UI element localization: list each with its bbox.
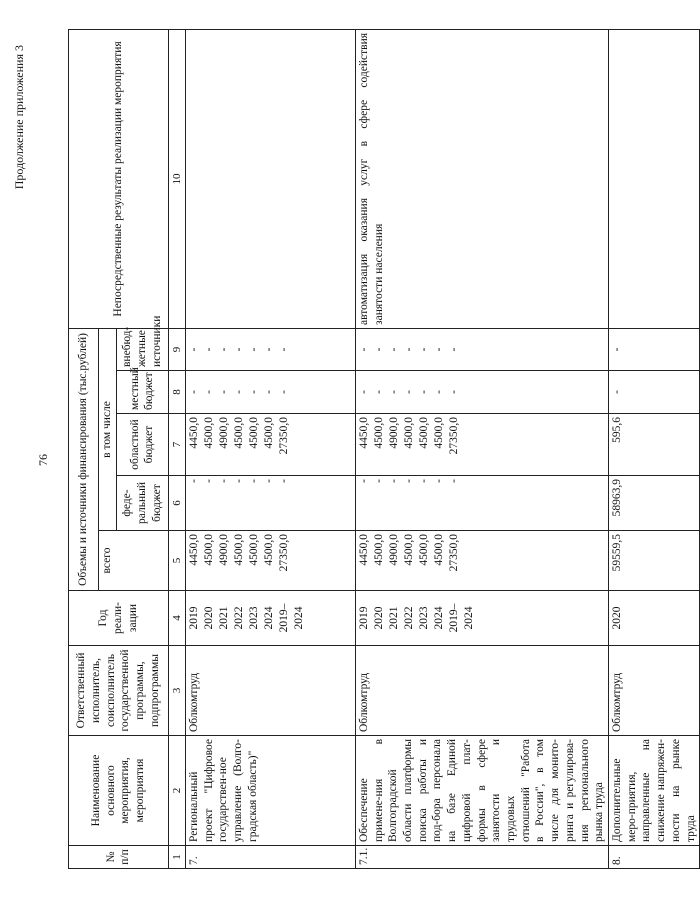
row-extrabudget-value: - <box>202 347 215 352</box>
row-federal-value: - <box>187 479 200 483</box>
row-result <box>185 29 355 328</box>
row-local-value: - <box>277 390 290 394</box>
row-regional <box>609 414 700 476</box>
row-extrabudget-value: - <box>611 347 624 352</box>
col-number: 7 <box>168 414 185 476</box>
row-federal-value: - <box>417 479 430 483</box>
header-results: Непосредственные результаты реализации мероприятия <box>69 29 169 328</box>
row-federal-value: - <box>277 479 290 483</box>
row-local-value: - <box>202 390 215 394</box>
row-federal-value: - <box>247 479 260 483</box>
header-regional: областной бюджет <box>116 414 168 476</box>
row-executor: Облкомтруд <box>355 646 608 736</box>
row-total-value: 4500,0 <box>372 534 385 566</box>
row-federal <box>609 476 700 531</box>
row-local <box>609 371 700 414</box>
row-federal-value: - <box>372 479 385 483</box>
row-federal-value: - <box>402 479 415 483</box>
row-regional-value: 4900,0 <box>217 417 230 449</box>
row-executor: Облкомтруд <box>185 646 355 736</box>
row-extrabudget <box>609 328 700 370</box>
row-number: 7.1. <box>355 846 608 869</box>
row-extrabudget-value: - <box>432 347 445 352</box>
row-total <box>609 531 700 591</box>
row-federal-value: - <box>232 479 245 483</box>
row-regional-value: 4500,0 <box>247 417 260 449</box>
row-years-value: 2021 <box>387 606 400 630</box>
col-number: 5 <box>168 531 185 591</box>
header-including: в том числе <box>99 328 117 530</box>
row-local <box>185 371 355 414</box>
row-regional <box>355 414 608 476</box>
row-name: Дополнительные меро-приятия, направленные на снижение напряжен-ности на рынке труда <box>609 736 700 846</box>
header-year: Год реали-зации <box>69 591 169 646</box>
row-federal-value: - <box>357 479 370 483</box>
header-local: местный бюджет <box>116 371 168 414</box>
row-local-value: - <box>447 390 460 394</box>
row-years <box>609 591 700 646</box>
row-executor: Облкомтруд <box>609 646 700 736</box>
row-regional-value: 4500,0 <box>232 417 245 449</box>
row-number: 7. <box>185 846 355 869</box>
row-years-value: 2020 <box>611 606 624 630</box>
row-local-value: - <box>262 390 275 394</box>
row-regional-value: 595,6 <box>611 417 624 443</box>
row-total-value: 4500,0 <box>247 534 260 566</box>
row-result: автоматизация оказания услуг в сфере содействия занятости населения <box>355 29 608 328</box>
header-num: № п/п <box>69 846 169 869</box>
col-number: 4 <box>168 591 185 646</box>
row-total-value: 27350,0 <box>447 534 460 572</box>
row-local-value: - <box>217 390 230 394</box>
row-federal-value: - <box>447 479 460 483</box>
row-local-value: - <box>417 390 430 394</box>
row-regional <box>185 414 355 476</box>
row-federal-value: 58963,9 <box>611 479 624 517</box>
row-federal-value: - <box>202 479 215 483</box>
row-name: Обеспечение примене-ния в Волгоградской области платформы поиска работы и под-бора персонала на базе Единой цифровой плат-формы в сфере занятости и трудовых отношений "Работа в России", в том числе для монито-ринга и регулирова-ния регионального рынка труда <box>355 736 608 846</box>
row-local-value: - <box>387 390 400 394</box>
header-financing: Объемы и источники финансирования (тыс.рублей) <box>69 328 99 590</box>
row-regional-value: 27350,0 <box>277 417 290 455</box>
row-regional-value: 4900,0 <box>387 417 400 449</box>
row-local-value: - <box>232 390 245 394</box>
row-federal <box>355 476 608 531</box>
header-name: Наименование основного мероприятия, мероприятия <box>69 736 169 846</box>
row-extrabudget-value: - <box>372 347 385 352</box>
row-total-value: 4900,0 <box>387 534 400 566</box>
row-total-value: 4900,0 <box>217 534 230 566</box>
header-extrabudget: внебюд-жетные источники <box>116 328 168 370</box>
row-extrabudget-value: - <box>247 347 260 352</box>
row-local-value: - <box>611 390 624 394</box>
col-number: 2 <box>168 736 185 846</box>
row-federal-value: - <box>387 479 400 483</box>
row-local-value: - <box>372 390 385 394</box>
row-years-value: 2020 <box>372 606 385 630</box>
row-extrabudget-value: - <box>277 347 290 352</box>
row-total-value: 4500,0 <box>202 534 215 566</box>
row-years-value: 2020 <box>202 606 215 630</box>
row-name: Региональный проект "Цифровое государствен-ное управление (Волго-градская область)" <box>185 736 355 846</box>
row-total-value: 4500,0 <box>262 534 275 566</box>
row-years-value: 2023 <box>247 606 260 630</box>
row-extrabudget-value: - <box>217 347 230 352</box>
row-years-value: 2024 <box>262 606 275 630</box>
row-years-value: 2022 <box>402 606 415 630</box>
col-number: 8 <box>168 371 185 414</box>
row-years-value: 2022 <box>232 606 245 630</box>
row-regional-value: 4500,0 <box>262 417 275 449</box>
col-number: 9 <box>168 328 185 370</box>
row-federal <box>185 476 355 531</box>
row-regional-value: 27350,0 <box>447 417 460 455</box>
row-years-value: 2021 <box>217 606 230 630</box>
row-local-value: - <box>187 390 200 394</box>
row-regional-value: 4500,0 <box>417 417 430 449</box>
header-total: всего <box>99 531 169 591</box>
col-number: 6 <box>168 476 185 531</box>
row-regional-value: 4450,0 <box>357 417 370 449</box>
row-years-value: 2023 <box>417 606 430 630</box>
row-federal-value: - <box>432 479 445 483</box>
row-extrabudget-value: - <box>357 347 370 352</box>
continuation-note: Продолжение приложения 3 <box>12 45 26 190</box>
row-total-value: 4500,0 <box>432 534 445 566</box>
header-executor: Ответственный исполнитель, соисполнитель государственной программы, подпрограммы <box>69 646 169 736</box>
row-extrabudget-value: - <box>187 347 200 352</box>
row-regional-value: 4450,0 <box>187 417 200 449</box>
row-extrabudget-value: - <box>402 347 415 352</box>
row-total <box>185 531 355 591</box>
col-number: 3 <box>168 646 185 736</box>
row-total-value: 4450,0 <box>187 534 200 566</box>
row-result <box>609 29 700 328</box>
row-federal-value: - <box>217 479 230 483</box>
row-extrabudget-value: - <box>447 347 460 352</box>
row-regional-value: 4500,0 <box>372 417 385 449</box>
row-total-value: 4450,0 <box>357 534 370 566</box>
page-number: 76 <box>36 454 50 466</box>
row-years <box>355 591 608 646</box>
row-years-value: 2024 <box>432 606 445 630</box>
row-total-value: 59559,5 <box>611 534 624 572</box>
row-total-value: 27350,0 <box>277 534 290 572</box>
row-local-value: - <box>247 390 260 394</box>
row-regional-value: 4500,0 <box>202 417 215 449</box>
row-extrabudget-value: - <box>262 347 275 352</box>
row-extrabudget <box>355 328 608 370</box>
row-extrabudget-value: - <box>232 347 245 352</box>
row-number: 8. <box>609 846 700 869</box>
row-local <box>355 371 608 414</box>
row-extrabudget-value: - <box>417 347 430 352</box>
col-number: 10 <box>168 29 185 328</box>
row-years-value: 2019 <box>357 606 370 630</box>
row-local-value: - <box>402 390 415 394</box>
row-extrabudget-value: - <box>387 347 400 352</box>
table-body <box>185 29 700 868</box>
row-total <box>355 531 608 591</box>
row-local-value: - <box>357 390 370 394</box>
row-local-value: - <box>432 390 445 394</box>
row-total-value: 4500,0 <box>402 534 415 566</box>
col-number: 1 <box>168 846 185 869</box>
table-row <box>185 29 355 868</box>
row-federal-value: - <box>262 479 275 483</box>
row-extrabudget <box>185 328 355 370</box>
row-regional-value: 4500,0 <box>432 417 445 449</box>
row-years-value: 2019 <box>187 606 200 630</box>
row-total-value: 4500,0 <box>417 534 430 566</box>
row-years-value: 2019–2024 <box>447 603 475 633</box>
table-row <box>355 29 608 868</box>
row-years-value: 2019–2024 <box>277 603 305 633</box>
row-years <box>185 591 355 646</box>
table-row <box>609 29 700 868</box>
row-regional-value: 4500,0 <box>402 417 415 449</box>
financing-table <box>68 29 700 869</box>
row-total-value: 4500,0 <box>232 534 245 566</box>
header-federal: феде-ральный бюджет <box>116 476 168 531</box>
